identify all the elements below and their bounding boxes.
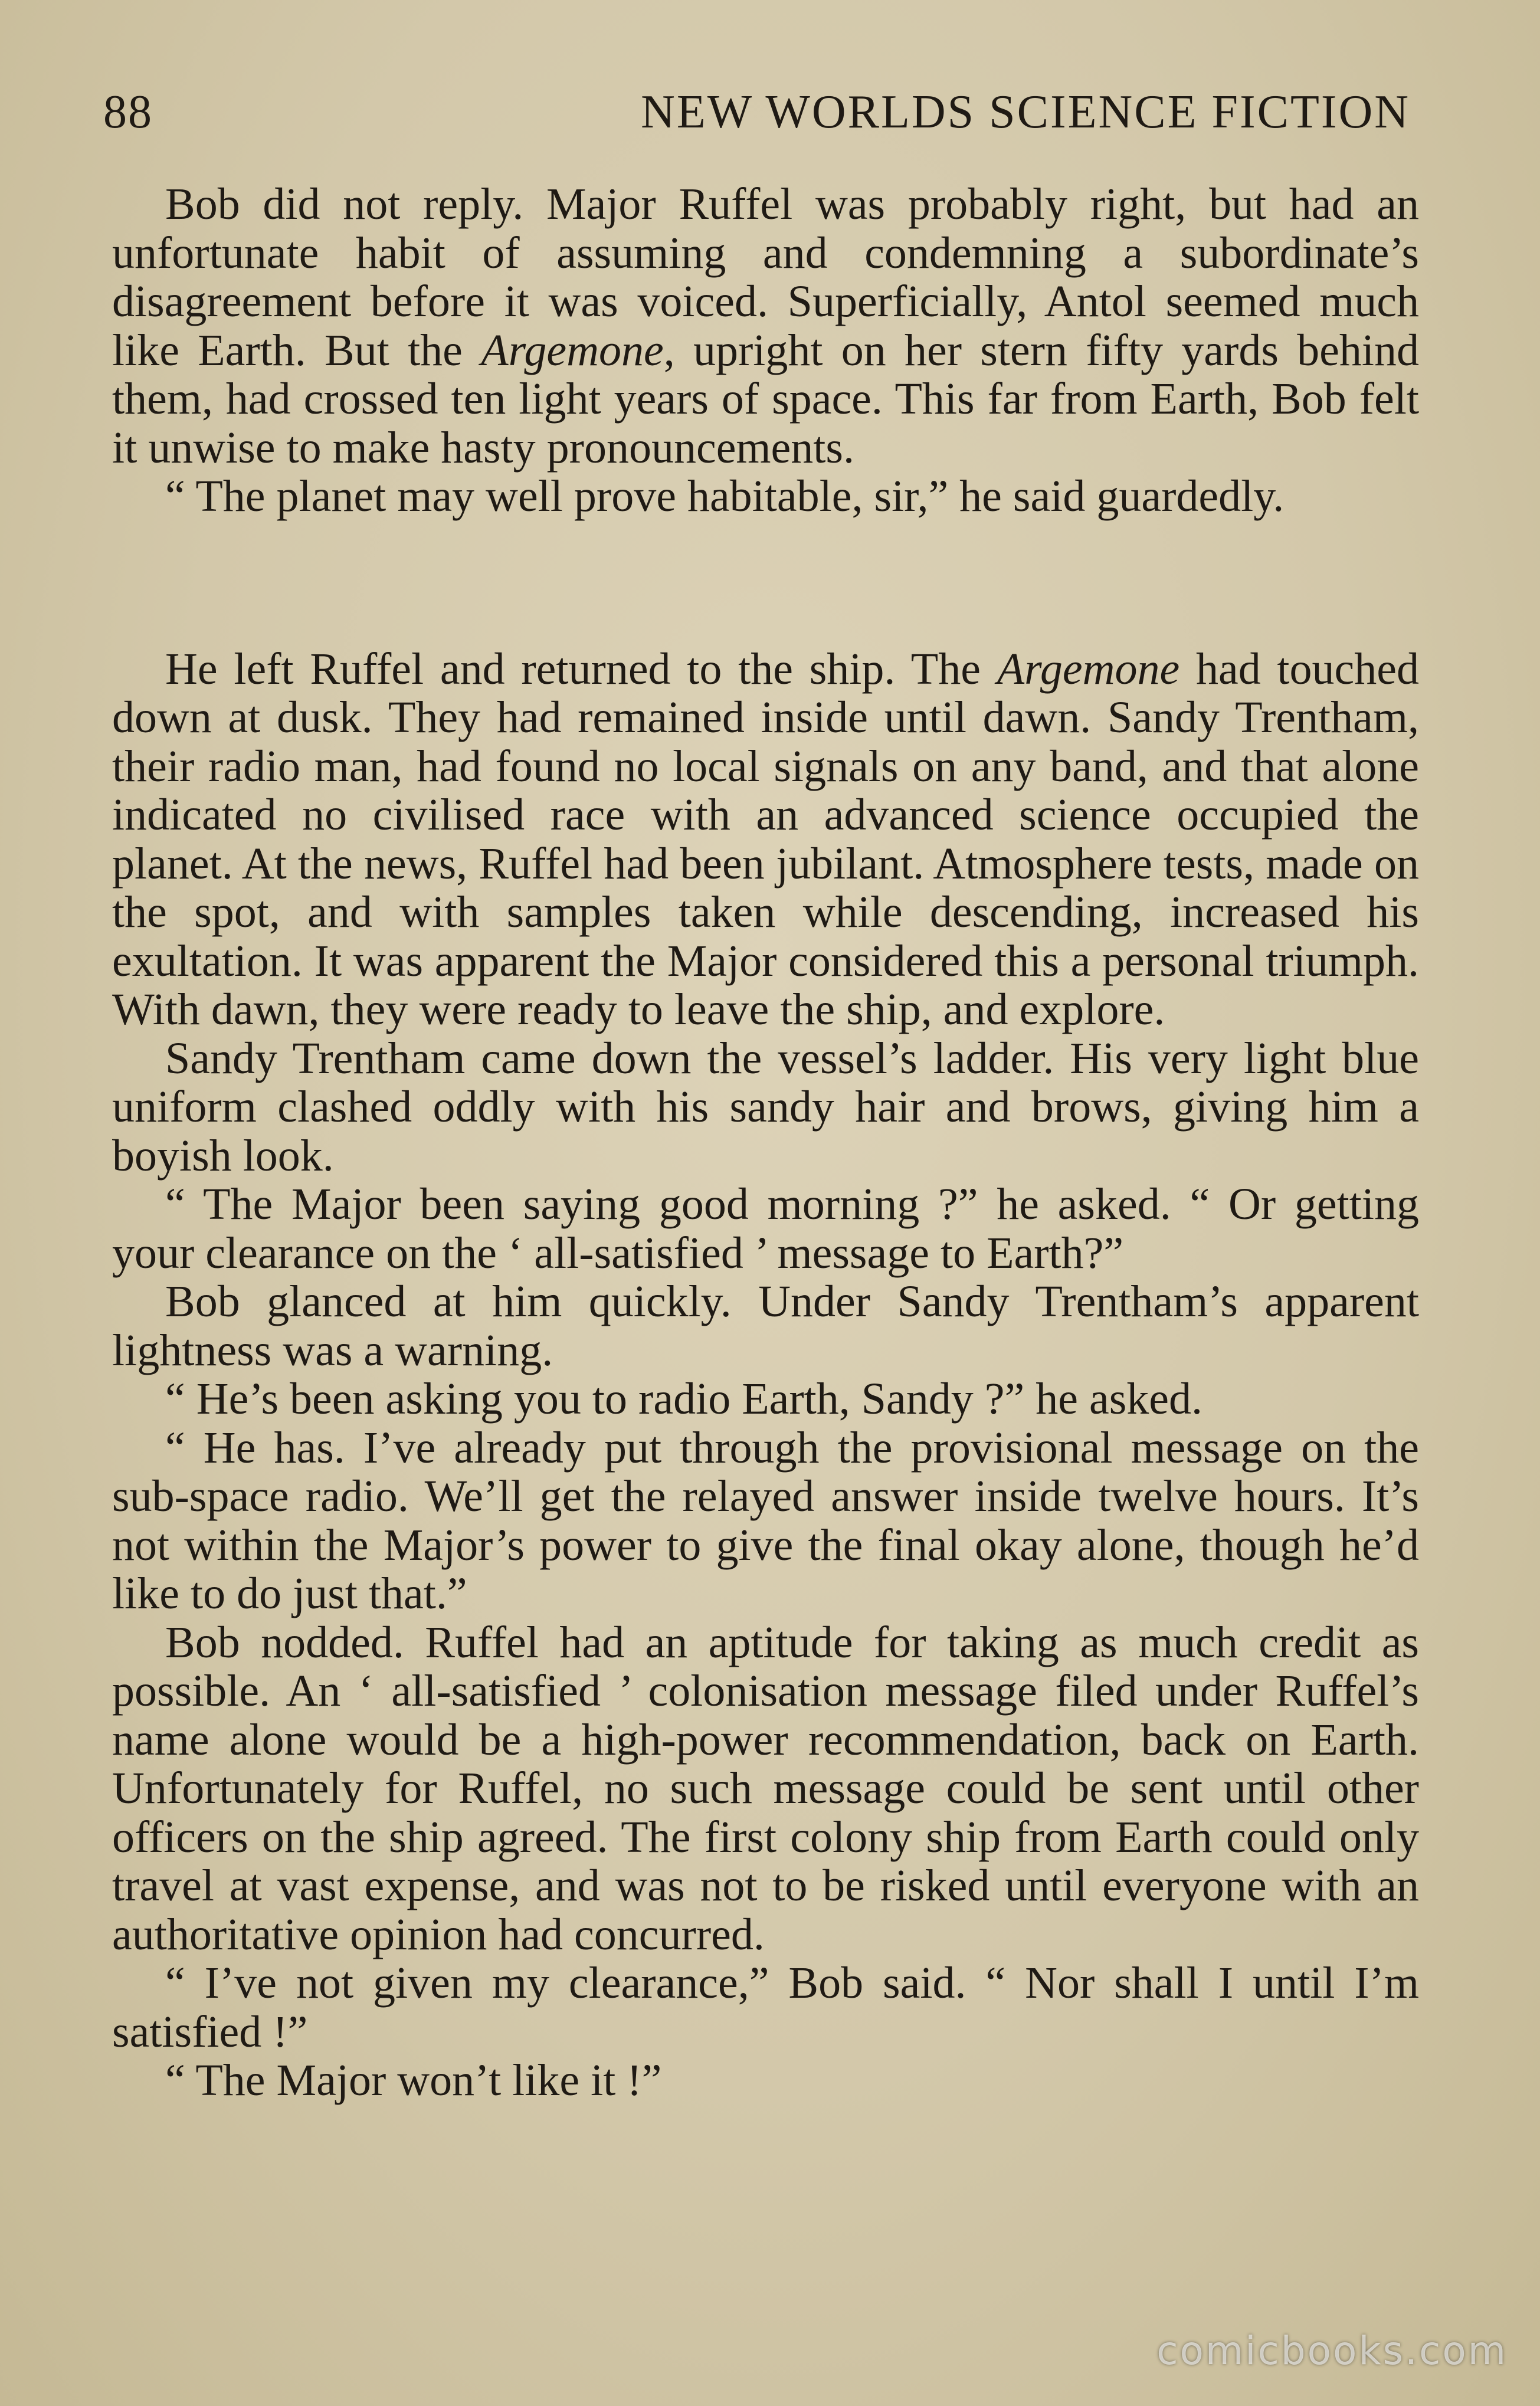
paragraph: [112, 180, 1419, 472]
text-run: “ The Major won’t like it !”: [165, 2056, 662, 2105]
journal-title: NEW WORLDS SCIENCE FICTION: [641, 86, 1410, 138]
text-run: Bob glanced at him quickly. Under Sandy Trentham’s apparent lightness was a warning.: [112, 1277, 1419, 1375]
story-text: [112, 180, 1419, 2105]
watermark: comicbooks.com: [1156, 2328, 1508, 2374]
paragraph: [112, 1277, 1419, 1375]
paragraph: [112, 472, 1419, 521]
text-run: “ The planet may well prove habitable, sir,” he said guardedly.: [165, 471, 1285, 521]
page-number: 88: [103, 86, 153, 138]
text-run: “ He’s been asking you to radio Earth, Sandy ?” he asked.: [165, 1374, 1203, 1424]
text-run: Bob nodded. Ruffel had an aptitude for taking as much credit as possible. An ‘ all-satisfied ’ colonisation message filed under Ruffel’s name alone would be a high-power recommendation, back on Earth. Unfortunately for Ruffel, no such message could be sent until other officers on the ship agreed. The first colony ship from Earth could only travel at vast expense, and was not to be risked until everyone with an authoritative opinion had concurred.: [112, 1617, 1419, 1959]
paragraph: [112, 645, 1419, 1034]
text-run: had touched down at dusk. They had remained inside until dawn. Sandy Trentham, their radio man, had found no local signals on any band, and that alone indicated no civilised race with an advanced science occupied the planet. At the news, Ruffel had been jubilant. Atmosphere tests, made on the spot, and with samples taken while descending, increased his exultation. It was apparent the Major considered this a personal triumph. With dawn, they were ready to leave the ship, and explore.: [112, 644, 1420, 1034]
paragraph: [112, 1424, 1419, 1618]
text-run: “ I’ve not given my clearance,” Bob said. “ Nor shall I until I’m satisfied !”: [112, 1958, 1419, 2057]
ship-name-italic: Argemone: [481, 325, 664, 375]
paragraph: [112, 1180, 1419, 1277]
text-run: Sandy Trentham came down the vessel’s ladder. His very light blue uniform clashed oddly with his sandy hair and brows, giving him a boyish look.: [112, 1033, 1419, 1181]
paragraph: [112, 1375, 1419, 1424]
text-run: , upright on her stern fifty yards behind them, had crossed ten light years of space. This far from Earth, Bob felt it unwise to make hasty pronouncements.: [112, 325, 1420, 473]
text-run: He left Ruffel and returned to the ship. The: [165, 644, 997, 694]
paragraph: [112, 1959, 1419, 2056]
paragraph: [112, 1618, 1419, 1959]
paragraph: [112, 2056, 1419, 2105]
running-head: [103, 83, 1410, 142]
ship-name-italic: Argemone: [997, 644, 1180, 694]
paragraph: [112, 1034, 1419, 1181]
text-run: “ The Major been saying good morning ?” he asked. “ Or getting your clearance on the ‘ all-satisfied ’ message to Earth?”: [112, 1179, 1419, 1278]
text-run: “ He has. I’ve already put through the provisional message on the sub-space radio. We’ll get the relayed answer inside twelve hours. It’s not within the Major’s power to give the final okay alone, though he’d like to do just that.”: [112, 1422, 1419, 1618]
text-run: Bob did not reply. Major Ruffel was probably right, but had an unfortunate habit of assuming and condemning a subordinate’s disagreement before it was voiced. Superficially, Antol seemed much like Earth. But the: [112, 179, 1419, 375]
